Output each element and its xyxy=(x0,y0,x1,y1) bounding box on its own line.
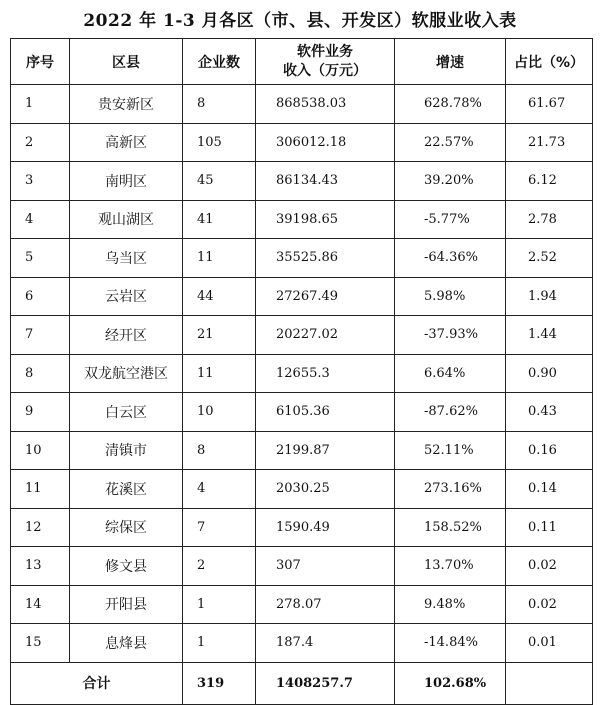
cell-no: 6 xyxy=(11,277,70,316)
cell-count: 41 xyxy=(183,200,256,239)
cell-count: 10 xyxy=(183,393,256,432)
cell-revenue: 2199.87 xyxy=(256,431,395,470)
cell-region: 双龙航空港区 xyxy=(70,354,183,393)
cell-no: 3 xyxy=(11,162,70,201)
cell-count: 4 xyxy=(183,470,256,509)
cell-no: 11 xyxy=(11,470,70,509)
total-label: 合计 xyxy=(11,662,183,704)
cell-share: 1.94 xyxy=(506,277,593,316)
cell-revenue: 278.07 xyxy=(256,585,395,624)
cell-revenue: 20227.02 xyxy=(256,316,395,355)
cell-count: 11 xyxy=(183,354,256,393)
cell-share: 0.02 xyxy=(506,547,593,586)
header-row xyxy=(11,39,593,85)
cell-growth: 158.52% xyxy=(395,508,506,547)
cell-growth: 273.16% xyxy=(395,470,506,509)
cell-revenue: 2030.25 xyxy=(256,470,395,509)
cell-region: 修文县 xyxy=(70,547,183,586)
cell-revenue: 6105.36 xyxy=(256,393,395,432)
table-row xyxy=(11,239,593,278)
cell-no: 14 xyxy=(11,585,70,624)
cell-region: 乌当区 xyxy=(70,239,183,278)
cell-region: 白云区 xyxy=(70,393,183,432)
cell-revenue: 12655.3 xyxy=(256,354,395,393)
cell-growth: 9.48% xyxy=(395,585,506,624)
table-row xyxy=(11,431,593,470)
cell-no: 2 xyxy=(11,123,70,162)
cell-revenue: 39198.65 xyxy=(256,200,395,239)
cell-region: 观山湖区 xyxy=(70,200,183,239)
table-title: 2022 年 1-3 月各区（市、县、开发区）软服业收入表 xyxy=(83,11,517,31)
cell-no: 12 xyxy=(11,508,70,547)
cell-no: 7 xyxy=(11,316,70,355)
cell-no: 9 xyxy=(11,393,70,432)
table-header xyxy=(11,39,593,85)
cell-revenue: 35525.86 xyxy=(256,239,395,278)
cell-revenue: 307 xyxy=(256,547,395,586)
table-row xyxy=(11,277,593,316)
cell-growth: -14.84% xyxy=(395,624,506,663)
header-revenue xyxy=(256,39,395,85)
cell-no: 8 xyxy=(11,354,70,393)
cell-no: 13 xyxy=(11,547,70,586)
header-count: 企业数 xyxy=(183,39,256,85)
total-revenue: 1408257.7 xyxy=(256,662,395,704)
cell-count: 45 xyxy=(183,162,256,201)
cell-share: 0.43 xyxy=(506,393,593,432)
cell-share: 6.12 xyxy=(506,162,593,201)
total-row xyxy=(11,662,593,704)
cell-region: 经开区 xyxy=(70,316,183,355)
header-no: 序号 xyxy=(11,39,70,85)
cell-region: 云岩区 xyxy=(70,277,183,316)
header-share: 占比（%） xyxy=(506,39,593,85)
cell-growth: 5.98% xyxy=(395,277,506,316)
cell-no: 1 xyxy=(11,85,70,124)
cell-growth: 39.20% xyxy=(395,162,506,201)
header-revenue-line1: 软件业务 xyxy=(297,43,353,60)
cell-growth: -87.62% xyxy=(395,393,506,432)
cell-growth: 628.78% xyxy=(395,85,506,124)
cell-count: 105 xyxy=(183,123,256,162)
cell-share: 0.16 xyxy=(506,431,593,470)
cell-growth: 13.70% xyxy=(395,547,506,586)
header-revenue-line2: 收入（万元） xyxy=(283,62,367,79)
table-row xyxy=(11,316,593,355)
cell-revenue: 868538.03 xyxy=(256,85,395,124)
cell-share: 0.11 xyxy=(506,508,593,547)
cell-region: 清镇市 xyxy=(70,431,183,470)
total-count: 319 xyxy=(183,662,256,704)
cell-region: 综保区 xyxy=(70,508,183,547)
table-row xyxy=(11,393,593,432)
cell-region: 息烽县 xyxy=(70,624,183,663)
cell-count: 2 xyxy=(183,547,256,586)
header-growth: 增速 xyxy=(395,39,506,85)
cell-growth: 6.64% xyxy=(395,354,506,393)
table-row xyxy=(11,470,593,509)
cell-growth: 52.11% xyxy=(395,431,506,470)
cell-share: 0.14 xyxy=(506,470,593,509)
cell-growth: -5.77% xyxy=(395,200,506,239)
cell-no: 15 xyxy=(11,624,70,663)
cell-no: 4 xyxy=(11,200,70,239)
cell-count: 7 xyxy=(183,508,256,547)
cell-revenue: 187.4 xyxy=(256,624,395,663)
table-footer xyxy=(11,662,593,704)
header-region: 区县 xyxy=(70,39,183,85)
cell-share: 21.73 xyxy=(506,123,593,162)
table-row xyxy=(11,585,593,624)
table-row xyxy=(11,354,593,393)
table-row xyxy=(11,547,593,586)
total-growth: 102.68% xyxy=(395,662,506,704)
table-row xyxy=(11,162,593,201)
total-share xyxy=(506,662,593,704)
cell-share: 0.02 xyxy=(506,585,593,624)
cell-revenue: 27267.49 xyxy=(256,277,395,316)
cell-share: 0.90 xyxy=(506,354,593,393)
cell-growth: 22.57% xyxy=(395,123,506,162)
table-body xyxy=(11,85,593,663)
table-row xyxy=(11,85,593,124)
cell-region: 花溪区 xyxy=(70,470,183,509)
table-row xyxy=(11,624,593,663)
cell-share: 0.01 xyxy=(506,624,593,663)
cell-count: 21 xyxy=(183,316,256,355)
cell-no: 5 xyxy=(11,239,70,278)
cell-revenue: 1590.49 xyxy=(256,508,395,547)
table-row xyxy=(11,200,593,239)
cell-count: 1 xyxy=(183,585,256,624)
table-row xyxy=(11,508,593,547)
cell-growth: -64.36% xyxy=(395,239,506,278)
cell-region: 高新区 xyxy=(70,123,183,162)
cell-count: 11 xyxy=(183,239,256,278)
cell-region: 开阳县 xyxy=(70,585,183,624)
cell-count: 8 xyxy=(183,431,256,470)
cell-count: 1 xyxy=(183,624,256,663)
cell-share: 2.52 xyxy=(506,239,593,278)
table-row xyxy=(11,123,593,162)
cell-share: 2.78 xyxy=(506,200,593,239)
cell-share: 1.44 xyxy=(506,316,593,355)
cell-region: 南明区 xyxy=(70,162,183,201)
cell-revenue: 306012.18 xyxy=(256,123,395,162)
revenue-table xyxy=(10,38,593,705)
cell-share: 61.67 xyxy=(506,85,593,124)
cell-growth: -37.93% xyxy=(395,316,506,355)
cell-count: 8 xyxy=(183,85,256,124)
cell-count: 44 xyxy=(183,277,256,316)
cell-region: 贵安新区 xyxy=(70,85,183,124)
cell-revenue: 86134.43 xyxy=(256,162,395,201)
cell-no: 10 xyxy=(11,431,70,470)
